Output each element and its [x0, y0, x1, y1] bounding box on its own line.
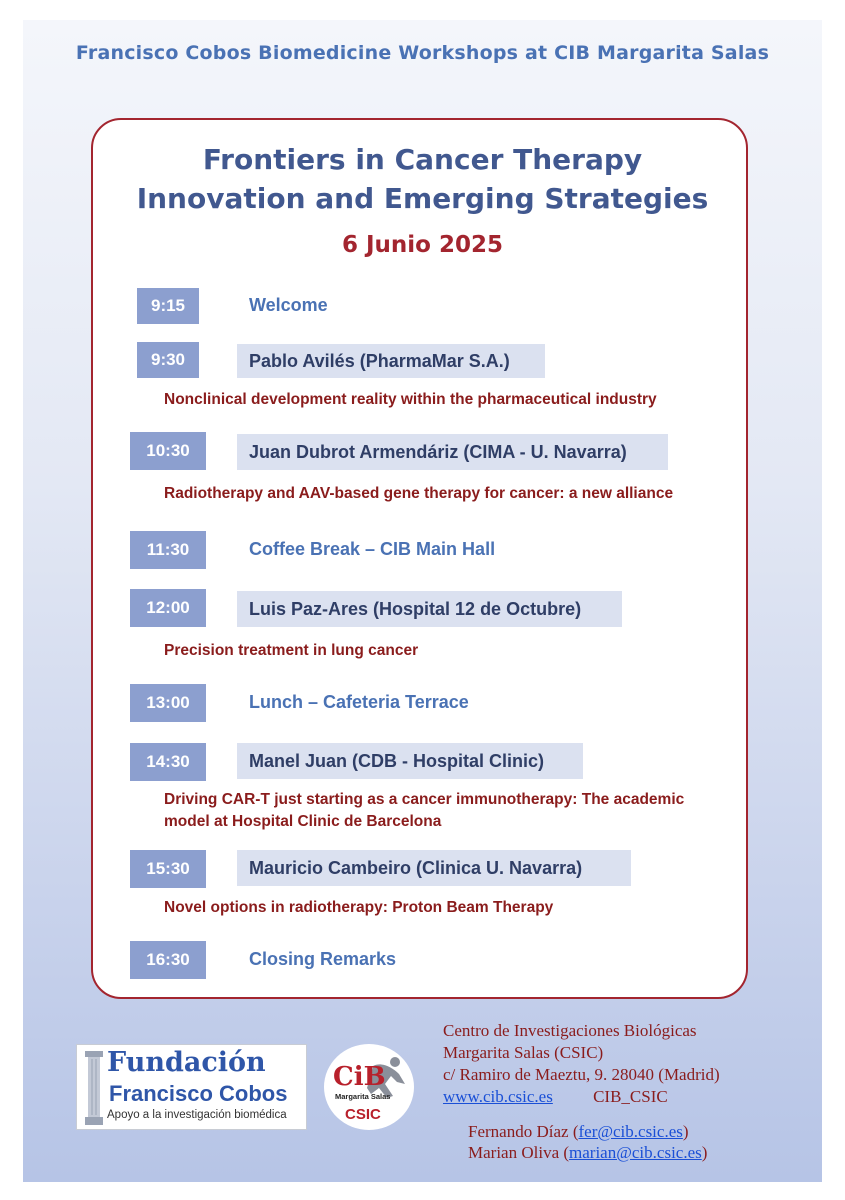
- fundacion-logo-line2: Francisco Cobos: [109, 1081, 288, 1106]
- fundacion-logo-line1: Fundación: [107, 1047, 266, 1078]
- cib-csic-logo: [321, 1044, 421, 1130]
- cib-logo-subtitle: Margarita Salas: [335, 1092, 391, 1101]
- contact-row: Marian Oliva (marian@cib.csic.es): [468, 1143, 708, 1162]
- time-slot: 14:30: [130, 743, 206, 781]
- title-line-2: Innovation and Emerging Strategies: [136, 182, 709, 215]
- speaker-name: Juan Dubrot Armendáriz (CIMA - U. Navarra): [237, 434, 668, 470]
- csic-logo-text: CSIC: [345, 1106, 381, 1123]
- speaker-name: Luis Paz-Ares (Hospital 12 de Octubre): [237, 591, 622, 627]
- contact-email-link[interactable]: fer@cib.csic.es: [578, 1122, 683, 1141]
- time-slot: 16:30: [130, 941, 206, 979]
- talk-title: model at Hospital Clinic de Barcelona: [164, 813, 442, 830]
- speaker-name: Pablo Avilés (PharmaMar S.A.): [237, 344, 545, 378]
- fundacion-logo-tagline: Apoyo a la investigación biomédica: [107, 1109, 287, 1121]
- time-slot: 9:30: [137, 342, 199, 378]
- address-line-2: Margarita Salas (CSIC): [443, 1043, 604, 1062]
- session-title: Closing Remarks: [249, 949, 397, 969]
- talk-title: Driving CAR-T just starting as a cancer immunotherapy: The academic: [164, 791, 685, 808]
- time-slot: 9:15: [137, 288, 199, 324]
- title-line-1: Frontiers in Cancer Therapy: [202, 143, 643, 176]
- contact-name: Marian Oliva: [468, 1143, 560, 1162]
- speaker-name: Mauricio Cambeiro (Clinica U. Navarra): [237, 850, 631, 886]
- time-slot: 13:00: [130, 684, 206, 722]
- time-slot: 11:30: [130, 531, 206, 569]
- session-title: Welcome: [249, 295, 328, 315]
- time-slot: 10:30: [130, 432, 206, 470]
- address-line-1: Centro de Investigaciones Biológicas: [443, 1021, 697, 1040]
- session-title: Lunch – Cafeteria Terrace: [249, 692, 469, 712]
- event-date: 6 Junio 2025: [341, 232, 504, 258]
- talk-title: Radiotherapy and AAV-based gene therapy for cancer: a new alliance: [164, 485, 674, 502]
- series-title: Francisco Cobos Biomedicine Workshops at CIB Margarita Salas: [75, 42, 770, 64]
- column-pillar-icon: [85, 1051, 103, 1125]
- time-slot: 15:30: [130, 850, 206, 888]
- website-link[interactable]: www.cib.csic.es: [443, 1087, 553, 1106]
- fundacion-francisco-cobos-logo: [76, 1044, 307, 1130]
- cib-logo-mark: CiB: [333, 1062, 386, 1092]
- time-slot: 12:00: [130, 589, 206, 627]
- contact-email-link[interactable]: marian@cib.csic.es: [569, 1143, 702, 1162]
- social-handle: CIB_CSIC: [593, 1087, 668, 1106]
- contact-name: Fernando Díaz: [468, 1122, 569, 1141]
- contact-row: Fernando Díaz (fer@cib.csic.es): [468, 1122, 689, 1141]
- address-line-3: c/ Ramiro de Maeztu, 9. 28040 (Madrid): [443, 1065, 720, 1084]
- talk-title: Nonclinical development reality within the pharmaceutical industry: [164, 391, 657, 408]
- speaker-name: Manel Juan (CDB - Hospital Clinic): [237, 743, 583, 779]
- talk-title: Novel options in radiotherapy: Proton Beam Therapy: [164, 899, 554, 916]
- talk-title: Precision treatment in lung cancer: [164, 642, 419, 659]
- session-title: Coffee Break – CIB Main Hall: [249, 539, 496, 559]
